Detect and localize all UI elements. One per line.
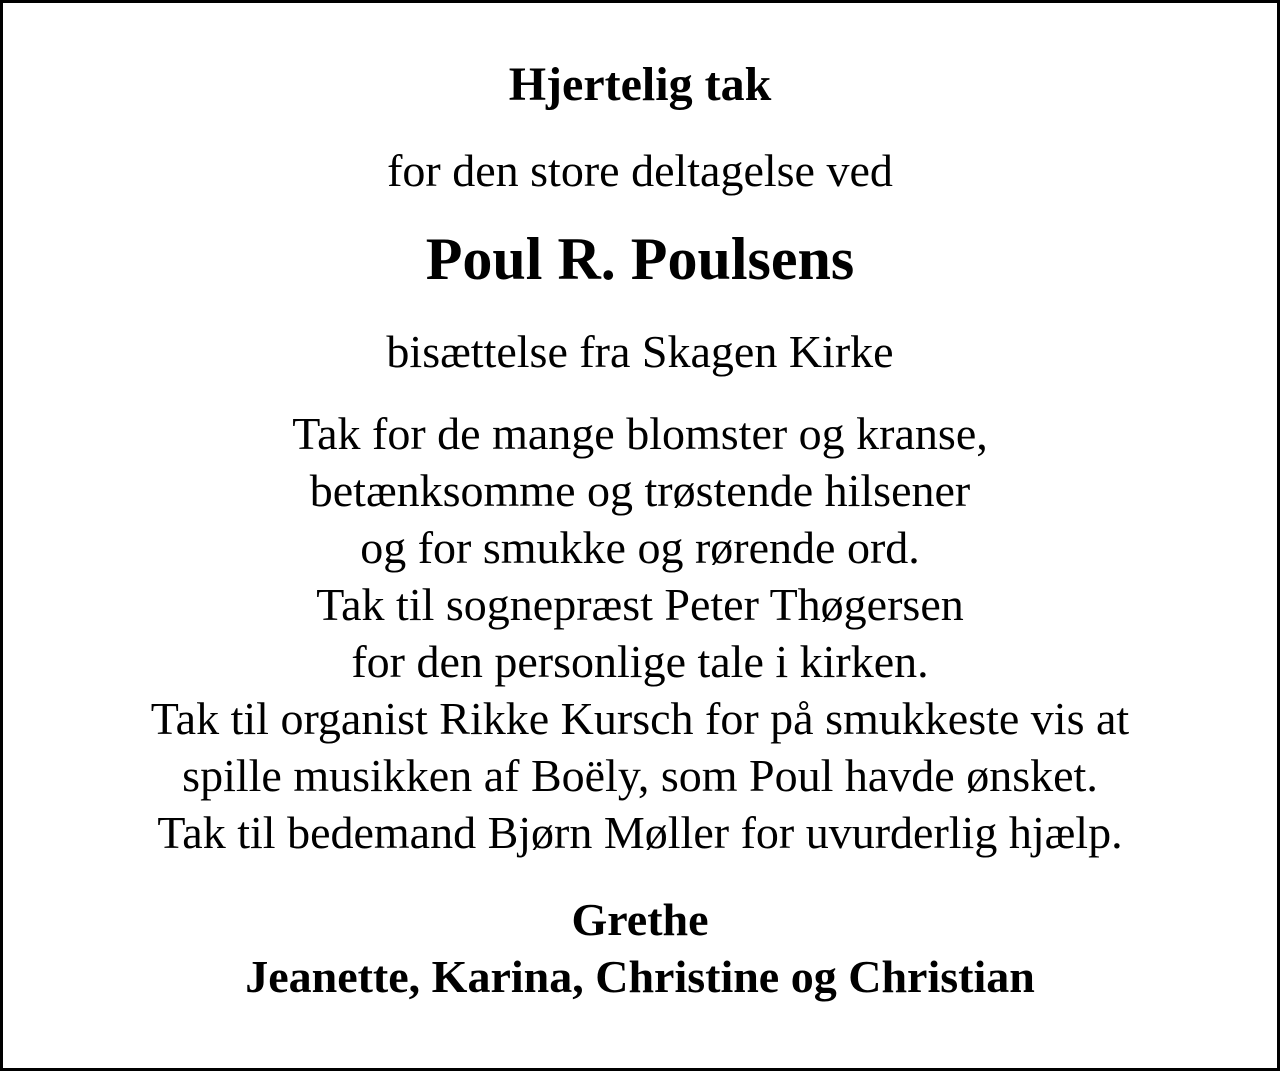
body-line: Tak for de mange blomster og kranse,	[292, 408, 988, 459]
body-line: Tak til sognepræst Peter Thøgersen	[316, 579, 964, 630]
deceased-name: Poul R. Poulsens	[425, 226, 855, 292]
event-text: bisættelse fra Skagen Kirke	[386, 326, 894, 377]
body-line: Tak til bedemand Bjørn Møller for uvurderlig hjælp.	[157, 807, 1123, 858]
signature-line: Grethe	[571, 894, 709, 945]
notice-heading: Hjertelig tak	[508, 58, 772, 111]
signature-block	[3, 896, 1277, 1010]
thanks-body	[3, 410, 1277, 866]
body-line: og for smukke og rørende ord.	[360, 522, 920, 573]
body-line: betænksomme og trøstende hilsener	[309, 465, 971, 516]
intro-text: for den store deltagelse ved	[387, 145, 893, 196]
body-line: for den personlige tale i kirken.	[351, 636, 929, 687]
body-line: spille musikken af Boëly, som Poul havde ønsket.	[182, 750, 1098, 801]
body-line: Tak til organist Rikke Kursch for på smukkeste vis at	[150, 693, 1130, 744]
signature-line: Jeanette, Karina, Christine og Christian	[245, 951, 1035, 1002]
